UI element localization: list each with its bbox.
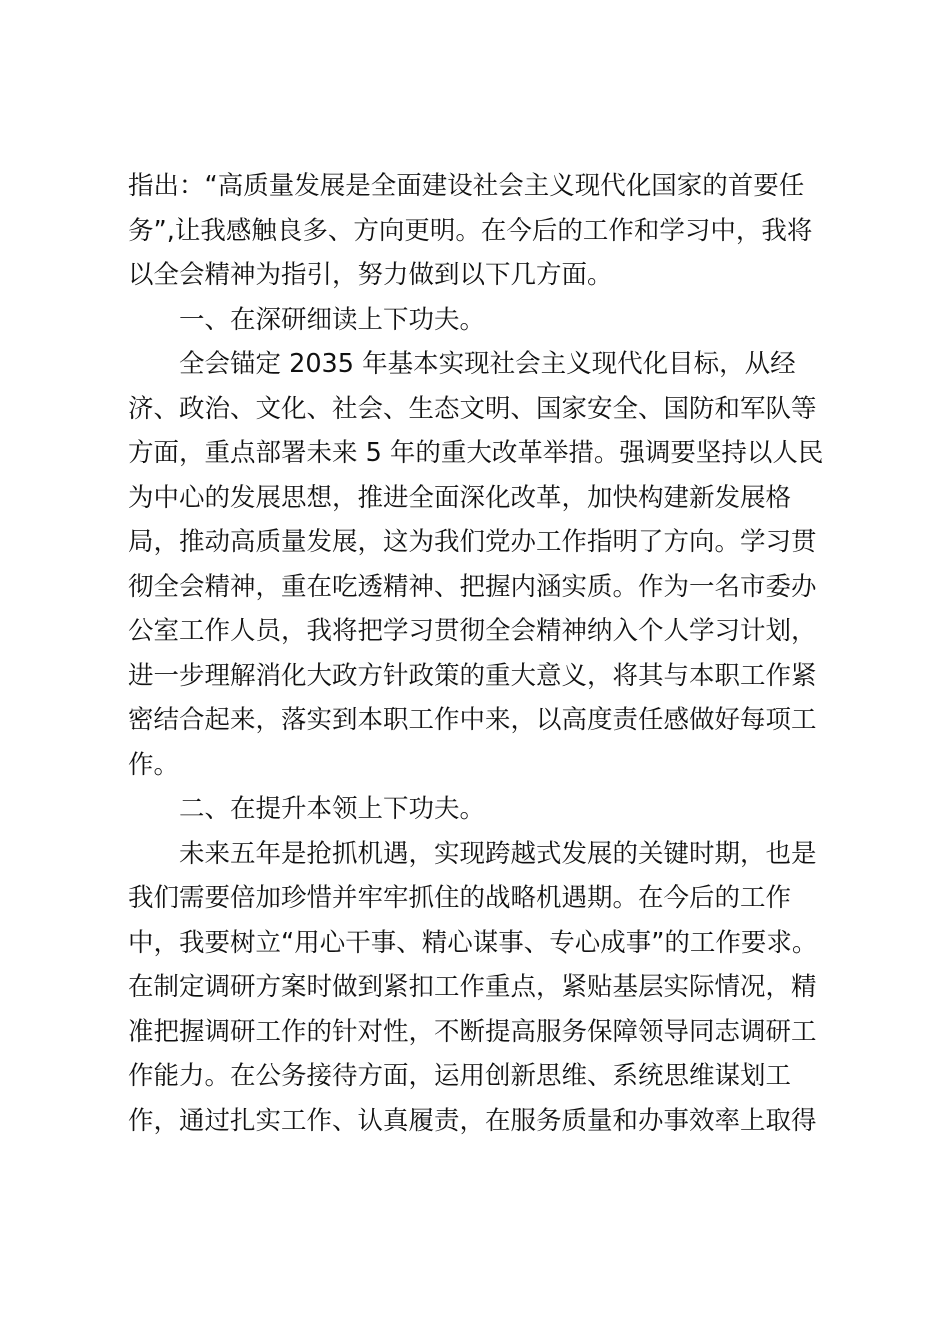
text-line: 准把握调研工作的针对性，不断提高服务保障领导同志调研工 bbox=[128, 1016, 817, 1047]
text-line: 局，推动高质量发展，这为我们党办工作指明了方向。学习贯 bbox=[128, 527, 817, 557]
text-line: 彻全会精神，重在吃透精神、把握内涵实质。作为一名市委办 bbox=[128, 571, 817, 602]
text-line: 我们需要倍加珍惜并牢牢抓住的战略机遇期。在今后的工作 bbox=[128, 883, 792, 913]
text-line: 务”,让我感触良多、方向更明。在今后的工作和学习中，我将 bbox=[128, 215, 813, 246]
text-line: 全会锚定 2035 年基本实现社会主义现代化目标，从经 bbox=[179, 349, 796, 379]
text-line: 方面，重点部署未来 5 年的重大改革举措。强调要坚持以人民 bbox=[128, 438, 824, 468]
text-line: 中，我要树立“用心干事、精心谋事、专心成事”的工作要求。 bbox=[128, 927, 818, 958]
text-line: 在制定调研方案时做到紧扣工作重点，紧贴基层实际情况，精 bbox=[128, 972, 817, 1002]
text-line: 二、在提升本领上下功夫。 bbox=[179, 794, 486, 824]
text-line: 以全会精神为指引，努力做到以下几方面。 bbox=[128, 260, 613, 290]
text-line: 一、在深研细读上下功夫。 bbox=[179, 304, 486, 335]
text-line: 为中心的发展思想，推进全面深化改革，加快构建新发展格 bbox=[128, 482, 792, 513]
text-line: 未来五年是抢抓机遇，实现跨越式发展的关键时期，也是 bbox=[179, 838, 817, 869]
text-line: 济、政治、文化、社会、生态文明、国家安全、国防和军队等 bbox=[128, 393, 817, 424]
text-line: 公室工作人员，我将把学习贯彻全会精神纳入个人学习计划， bbox=[128, 616, 817, 646]
text-line: 作能力。在公务接待方面，运用创新思维、系统思维谋划工 bbox=[128, 1061, 792, 1091]
text-line: 密结合起来，落实到本职工作中来，以高度责任感做好每项工 bbox=[128, 705, 817, 735]
text-line: 进一步理解消化大政方针政策的重大意义，将其与本职工作紧 bbox=[128, 660, 817, 691]
body-text bbox=[128, 164, 824, 1143]
text-line: 指出：“高质量发展是全面建设社会主义现代化国家的首要任 bbox=[128, 171, 805, 201]
text-line: 作，通过扎实工作、认真履责，在服务质量和办事效率上取得 bbox=[128, 1105, 817, 1136]
text-line: 作。 bbox=[128, 749, 180, 780]
